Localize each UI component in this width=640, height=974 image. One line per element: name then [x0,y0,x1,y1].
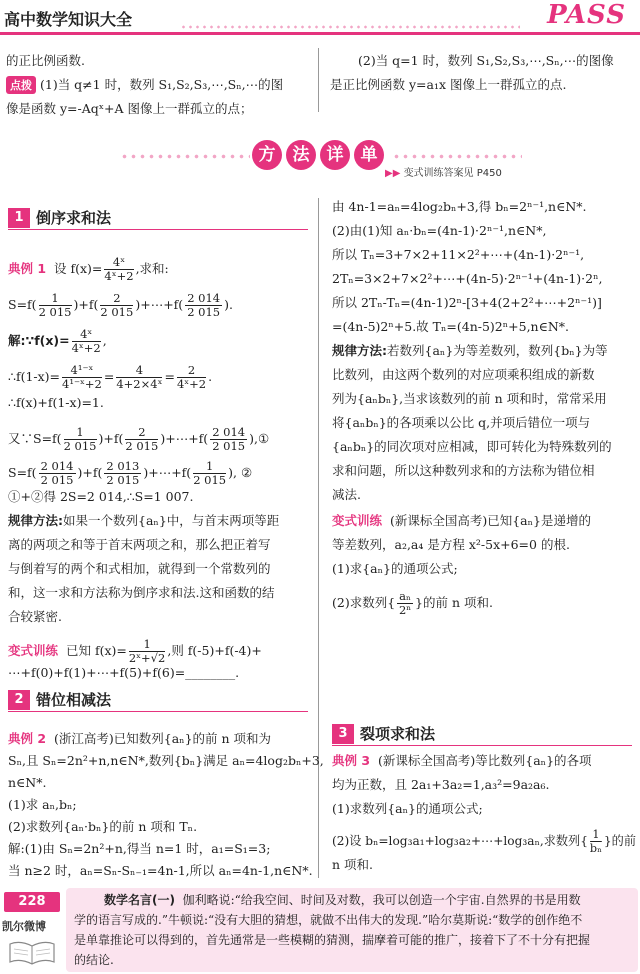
section-3-rule [332,745,632,746]
right-line-4: 2Tₙ=3×2+7×2²+⋯+(4n-5)·2ⁿ⁻¹+(4n-1)·2ⁿ, [332,271,603,286]
example-3-line-2: 均为正数，且 2a₁+3a₂=1,a₃²=9a₂a₆. [332,777,550,792]
quote-line-3: 是单靠推论可以得到的，首先通常是一些模糊的猜测，揣摩着可能的推广，接着下了不十分有把握 [74,933,591,947]
top-left-line-1: 的正比例函数. [6,53,85,68]
section-2-number: 2 [8,690,30,710]
section-1-number: 1 [8,208,30,228]
solution-line-1: 解:∵f(x)= $\frac{\text{4ˣ}}{\text{4ˣ+2}}$ , [8,327,107,355]
example-2-line-6: 解:(1)由 Sₙ=2n²+n,得当 n=1 时，a₁=S₁=3; [8,841,271,856]
variant-2-line-3: (1)求{aₙ}的通项公式; [332,561,458,576]
rule-1-line-2: 离的两项之和等于首末两项之和，那么把正着写 [8,537,271,552]
section-3-heading [332,724,632,744]
example-3-line-1: 典例 3 (新课标全国高考)等比数列{aₙ}的各项 [332,753,592,768]
page-footer [0,886,640,974]
solution-line-4: 又∵S=f( $\frac{1}{2 015}$ )+f( $\frac{2}{2 015}$ )+⋯+f( $\frac{2 014}{2 015}$ ),① [8,425,270,453]
example-3-line-5: n 项和. [332,857,373,872]
rule-2-line-3: 列为{aₙbₙ},当求该数列的前 n 项和时，常常采用 [332,391,607,406]
rule-2-line-7: 减法. [332,487,361,502]
rule-1-line-1: 规律方法:如果一个数列{aₙ}中，与首末两项等距 [8,513,280,528]
right-line-5: 所以 2Tₙ-Tₙ=(4n-1)2ⁿ-[3+4(2+2²+⋯+2ⁿ⁻¹)] [332,295,602,310]
example-2-line-3: n∈N*. [8,775,47,790]
example-3-line-3: (1)求数列{aₙ}的通项公式; [332,801,483,816]
top-right-line-2: 是正比例函数 y=a₁x 图像上一群孤立的点. [330,77,567,92]
rule-1-line-3: 与倒着写的两个和式相加，就得到一个常数列的 [8,561,271,576]
header-rule [0,32,640,35]
quote-line-1: 数学名言(一) 伽利略说:“给我空间、时间及对数，我可以创造一个宇宙.自然界的书是用数 [104,893,581,907]
section-1-heading [8,208,308,228]
example-2-line-5: (2)求数列{aₙ·bₙ}的前 n 项和 Tₙ. [8,819,198,834]
column-divider [318,198,319,878]
method-banner [0,140,640,180]
pass-logo: PASS [547,0,626,30]
example-2-line-1: 典例 2 (浙江高考)已知数列{aₙ}的前 n 项和为 [8,731,272,746]
section-3-title: 裂项求和法 [360,725,436,743]
variant-2-line-1: 变式训练 (新课标全国高考)已知{aₙ}是递增的 [332,513,591,528]
banner-dots-right [392,154,522,159]
example-2-line-4: (1)求 aₙ,bₙ; [8,797,77,812]
solution-line-2: ∴f(1-x)= $\frac{\text{4¹⁻ˣ}}{\text{4¹⁻ˣ+2}}$ = $\frac{4}{\text{4+2×4ˣ}}$ = $\frac{2}{\text{4ˣ+2}}$ . [8,363,213,391]
right-line-1: 由 4n-1=aₙ=4log₂bₙ+3,得 bₙ=2ⁿ⁻¹,n∈N*. [332,199,587,214]
quote-box [66,888,638,972]
section-2-title: 错位相减法 [36,691,112,709]
example-2-line-2: Sₙ,且 Sₙ=2n²+n,n∈N*,数列{bₙ}满足 aₙ=4log₂bₙ+3, [8,753,324,768]
top-right-line-1: (2)当 q=1 时，数列 S₁,S₂,S₃,⋯,Sₙ,⋯的图像 [358,53,614,68]
banner-dots-left [120,154,250,159]
solution-line-6: ①+②得 2S=2 014,∴S=1 007. [8,489,194,504]
example-1-line: 典例 1 设 f(x)= $\frac{\text{4ˣ}}{\text{4ˣ+2}}$ ,求和: [8,255,169,283]
tip-badge: 点拨 [6,76,36,94]
solution-line-5: S=f( $\frac{2 014}{2 015}$ )+f( $\frac{2 013}{2 015}$ )+⋯+f( $\frac{1}{2 015}$ ), ② [8,459,253,487]
page-number: 228 [4,892,60,912]
book-title: 高中数学知识大全 [4,10,133,29]
banner-char-4: 单 [354,140,384,170]
rule-2-line-6: 求和问题，所以这种数列求和的方法称为错位相 [332,463,595,478]
book-icon [8,938,56,966]
rule-2-line-4: 将{aₙbₙ}的各项乘以公比 q,并项后错位一项与 [332,415,591,430]
rule-2-line-5: {aₙbₙ}的同次项对应相减，即可转化为特殊数列的 [332,439,612,454]
top-left-line-3: 像是函数 y=-Aqˣ+A 图像上一群孤立的点； [6,101,253,116]
variant-2-line-2: 等差数列，a₂,a₄ 是方程 x²-5x+6=0 的根. [332,537,570,552]
right-line-3: 所以 Tₙ=3+7×2+11×2²+⋯+(4n-1)·2ⁿ⁻¹, [332,247,585,262]
header-dots [180,25,520,29]
banner-char-1: 方 [252,140,282,170]
variant-1-line-1: 变式训练 已知 f(x)= $\frac{1}{\text{2ˣ+√2}}$ ,则 f(-5)+f(-4)+ [8,637,262,665]
rule-2-line-1: 规律方法:若数列{aₙ}为等差数列，数列{bₙ}为等 [332,343,608,358]
right-line-2: (2)由(1)知 aₙ·bₙ=(4n-1)·2ⁿ⁻¹,n∈N*, [332,223,547,238]
solution-line-3: ∴f(x)+f(1-x)=1. [8,395,104,410]
rule-1-line-4: 和，这一求和方法称为倒序求和法.这和函数的结 [8,585,275,600]
example-2-line-7: 当 n≥2 时，aₙ=Sₙ-Sₙ₋₁=4n-1,所以 aₙ=4n-1,n∈N*. [8,863,313,878]
s-definition-line: S=f( $\frac{1}{2 015}$ )+f( $\frac{2}{2 015}$ )+⋯+f( $\frac{2 014}{2 015}$ ). [8,291,233,319]
example-3-line-4: (2)设 bₙ=log₃a₁+log₃a₂+⋯+log₃aₙ,求数列{ $\frac{1}{\text{bₙ}}$ }的前 [332,827,637,855]
right-line-6: =(4n-5)2ⁿ+5.故 Tₙ=(4n-5)2ⁿ+5,n∈N*. [332,319,570,334]
section-1-rule [8,229,308,230]
answer-note: ▶▶ 变式训练答案见 P450 [385,168,502,179]
section-2-heading [8,690,308,710]
top-left-line-2: 点拨 (1)当 q≠1 时，数列 S₁,S₂,S₃,⋯,Sₙ,⋯的图 [6,76,283,94]
section-1-title: 倒序求和法 [36,209,112,227]
variant-2-line-4: (2)求数列{ $\frac{\text{aₙ}}{\text{2ⁿ}}$ }的前 n 项和. [332,589,493,617]
variant-1-line-2: ⋯+f(0)+f(1)+⋯+f(5)+f(6)=________. [8,665,240,680]
rule-1-line-5: 合较紧密. [8,609,62,624]
banner-char-2: 法 [286,140,316,170]
page-header [0,0,640,40]
quote-line-2: 学的语言写成的.”牛顿说:“没有大胆的猜想，就做不出伟大的发现.”哈尔莫斯说:“数学的创作绝不 [74,913,583,927]
section-2-rule [8,711,308,712]
column-divider-top [318,48,319,112]
banner-char-3: 详 [320,140,350,170]
brand-label: 凯尔微博 [2,920,46,933]
section-3-number: 3 [332,724,354,744]
quote-line-4: 的结论. [74,953,114,967]
rule-2-line-2: 比数列，由这两个数列的对应项乘积组成的新数 [332,367,595,382]
